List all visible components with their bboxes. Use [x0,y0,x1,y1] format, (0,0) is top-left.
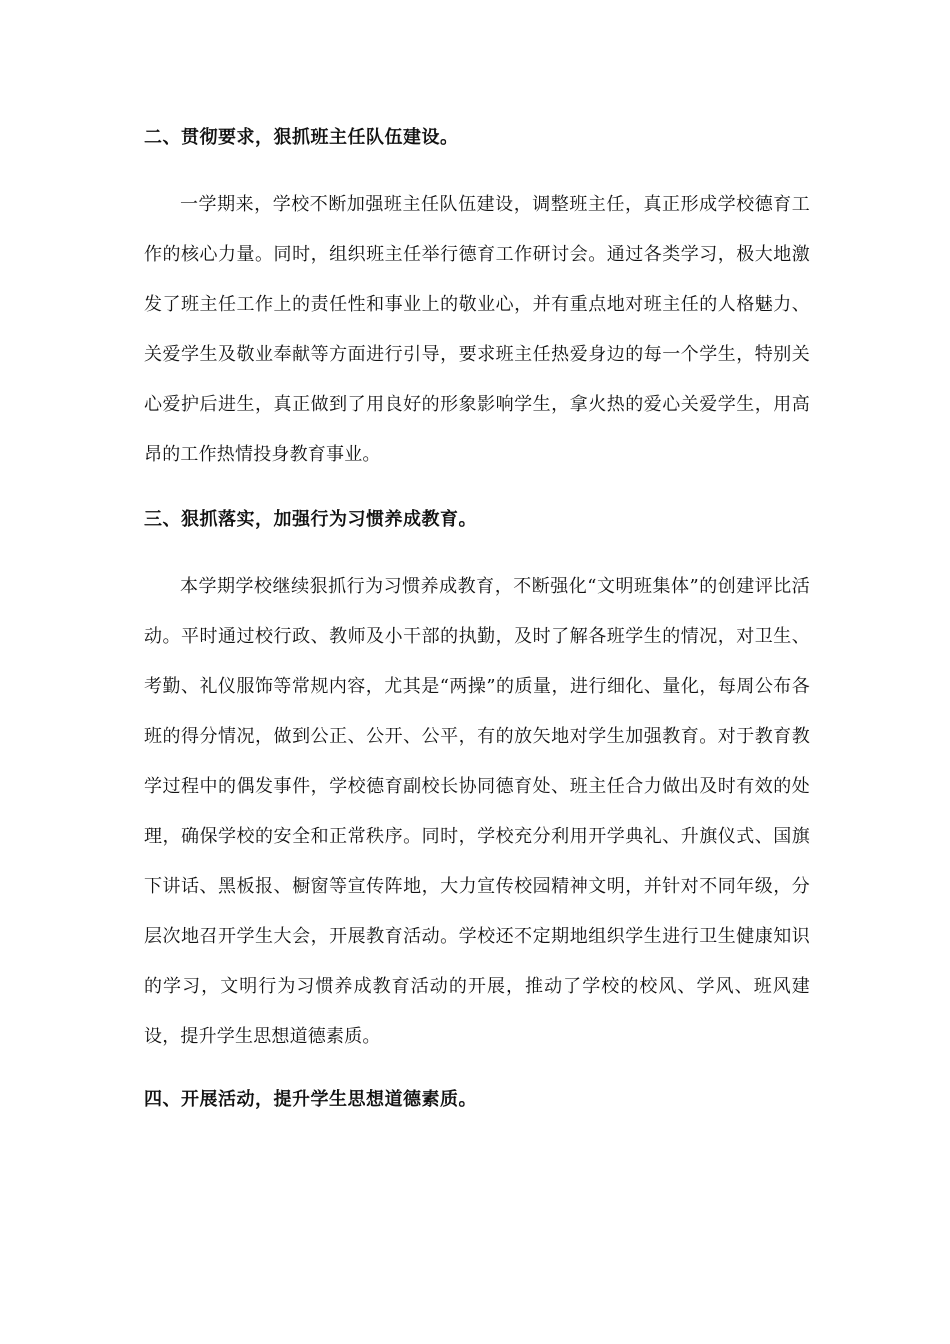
section-heading-2: 二、贯彻要求，狠抓班主任队伍建设。 [144,127,459,148]
section-paragraph-3: 本学期学校继续狠抓行为习惯养成教育，不断强化“文明班集体”的创建评比活动。平时通过校行政、教师及小干部的执勤，及时了解各班学生的情况，对卫生、考勤、礼仪服饰等常规内容，尤其是“两操”的质量，进行细化、量化，每周公布各班的得分情况，做到公正、公开、公平，有的放矢地对学生加强教育。对于教育教学过程中的偶发事件，学校德育副校长协同德育处、班主任合力做出及时有效的处理，确保学校的安全和正常秩序。同时，学校充分利用开学典礼、升旗仪式、国旗下讲话、黑板报、橱窗等宣传阵地，大力宣传校园精神文明，并针对不同年级，分层次地召开学生大会，开展教育活动。学校还不定期地组织学生进行卫生健康知识的学习，文明行为习惯养成教育活动的开展，推动了学校的校风、学风、班风建设，提升学生思想道德素质。 [144,576,810,1047]
section-heading-3: 三、狠抓落实，加强行为习惯养成教育。 [144,509,477,530]
section-heading-4: 四、开展活动，提升学生思想道德素质。 [144,1089,477,1110]
section-paragraph-2: 一学期来，学校不断加强班主任队伍建设，调整班主任，真正形成学校德育工作的核心力量。同时，组织班主任举行德育工作研讨会。通过各类学习，极大地激发了班主任工作上的责任性和事业上的敬业心，并有重点地对班主任的人格魅力、关爱学生及敬业奉献等方面进行引导，要求班主任热爱身边的每一个学生，特别关心爱护后进生，真正做到了用良好的形象影响学生，拿火热的爱心关爱学生，用高昂的工作热情投身教育事业。 [144,194,810,465]
